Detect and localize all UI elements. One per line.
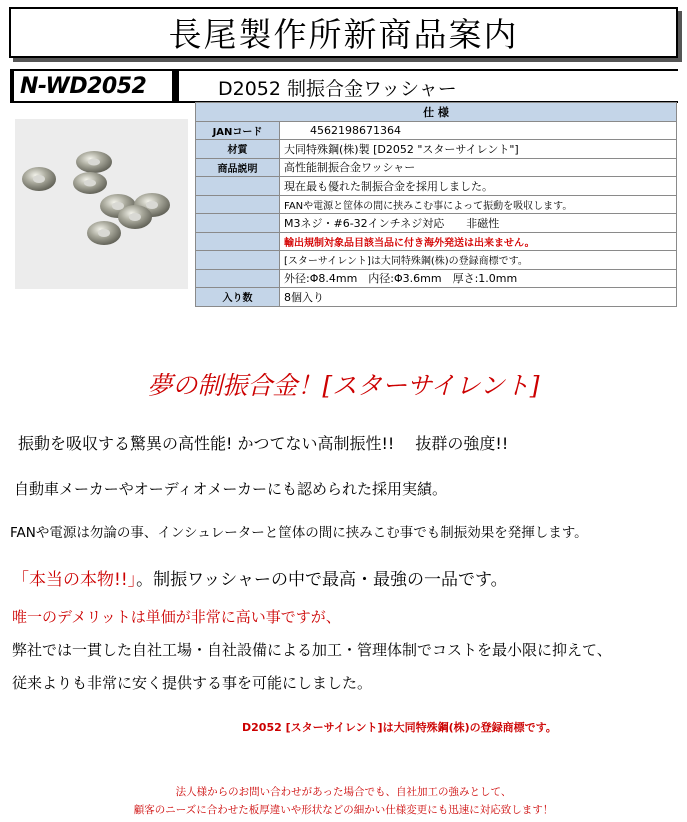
spec-label: [196, 195, 280, 214]
spec-label: JANコード: [196, 121, 280, 140]
spec-label: [196, 232, 280, 251]
spec-row: [196, 121, 677, 140]
washers-illustration: [15, 119, 188, 289]
spec-value: [280, 121, 677, 140]
footer-line-1: 法人様からのお問い合わせがあった場合でも、自社加工の強みとして、: [175, 786, 512, 798]
spec-value: [スターサイレント]は大同特殊鋼(株)の登録商標です。: [280, 251, 677, 270]
spec-row: [196, 232, 677, 251]
jan-code: 4562198671364: [310, 123, 401, 137]
spec-row: [196, 195, 677, 214]
export-warning: 輸出規制対象品目該当品に付き海外発送は出来ません。: [284, 237, 535, 249]
spec-row: [196, 288, 677, 307]
spec-value: 外径:Φ8.4mm 内径:Φ3.6mm 厚さ:1.0mm: [280, 269, 677, 288]
feature-line: 振動を吸収する驚異の高性能! かつてない高制振性!! 抜群の強度!!: [18, 434, 509, 453]
spec-row: [196, 177, 677, 196]
spec-value: M3ネジ・#6-32インチネジ対応 非磁性: [280, 214, 677, 233]
spec-label: 材質: [196, 140, 280, 159]
spec-row: [196, 158, 677, 177]
spec-label: 入り数: [196, 288, 280, 307]
quality-highlight: 「本当の本物!!」: [12, 570, 137, 590]
product-photo: [15, 119, 188, 289]
spec-label: [196, 177, 280, 196]
cost-line: 弊社では一貫した自社工場・自社設備による加工・管理体制でコストを最小限に抑えて、: [12, 641, 612, 659]
adoption-line: 自動車メーカーやオーディオメーカーにも認められた採用実績。: [14, 480, 448, 498]
header-banner: [9, 7, 678, 58]
spec-header-row: [196, 103, 677, 122]
product-name: D2052 制振合金ワッシャー: [218, 78, 457, 100]
demerit-line: 唯一のデメリットは単価が非常に高い事ですが、: [12, 608, 341, 626]
spec-label: 商品説明: [196, 158, 280, 177]
spec-label: [196, 269, 280, 288]
footer-line-2: 顧客のニーズに合わせた板厚違いや形状などの細かい仕様変更にも迅速に対応致します！: [133, 804, 554, 816]
page-title: 長尾製作所新商品案内: [168, 15, 519, 54]
spec-value-warning: [280, 232, 677, 251]
spec-heading: 仕 様: [196, 103, 677, 122]
spec-value: 8個入り: [280, 288, 677, 307]
spec-row: [196, 140, 677, 159]
spec-value: 大同特殊鋼(株)製 [D2052 "スターサイレント"]: [280, 140, 677, 159]
spec-label: [196, 214, 280, 233]
spec-row: [196, 269, 677, 288]
spec-value: 高性能制振合金ワッシャー: [280, 158, 677, 177]
spec-table: [195, 102, 677, 307]
usage-line: FANや電源は勿論の事、インシュレーターと筐体の間に挟みこむ事でも制振効果を発揮します。: [10, 525, 588, 541]
trademark-note: D2052 [スターサイレント]は大同特殊鋼(株)の登録商標です。: [242, 721, 557, 734]
quality-line: [12, 565, 508, 590]
product-row: [10, 69, 678, 103]
spec-label: [196, 251, 280, 270]
product-code: N-WD2052: [20, 73, 147, 99]
spec-value: FANや電源と筐体の間に挟みこむ事によって振動を吸収します。: [280, 195, 677, 214]
spec-row: [196, 251, 677, 270]
spec-value: 現在最も優れた制振合金を採用しました。: [280, 177, 677, 196]
quality-text: 。制振ワッシャーの中で最高・最強の一品です。: [136, 570, 508, 590]
spec-row: [196, 214, 677, 233]
price-line: 従来よりも非常に安く提供する事を可能にしました。: [12, 674, 373, 692]
slogan: 夢の制振合金！[スターサイレント]: [147, 371, 540, 400]
product-code-box: [14, 71, 174, 101]
